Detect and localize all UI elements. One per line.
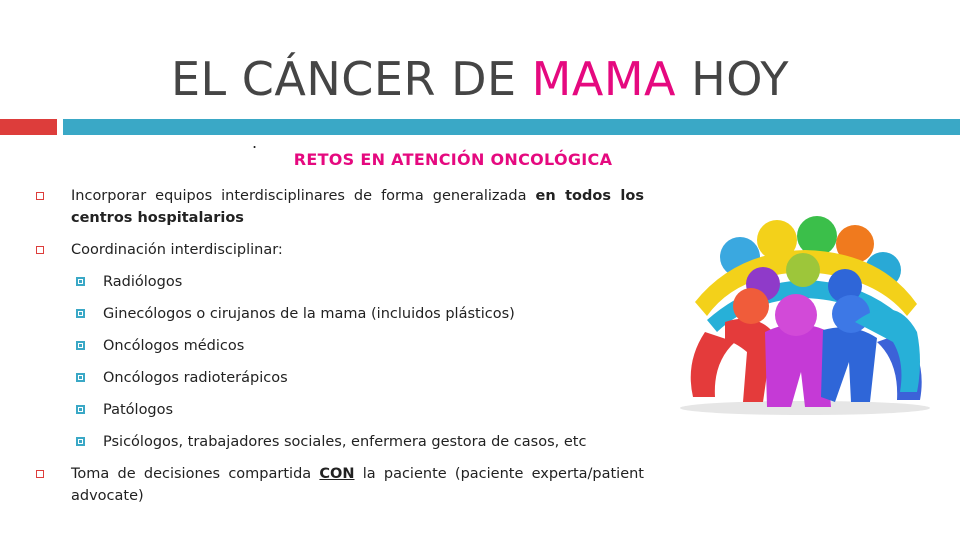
square-bullet-icon xyxy=(36,246,44,254)
sub-item-text: Patólogos xyxy=(103,402,174,418)
stray-dot: . xyxy=(252,133,258,152)
sub-item xyxy=(36,399,644,421)
header-bar-red xyxy=(0,119,57,135)
bullet-item-1 xyxy=(36,185,644,229)
sub-item xyxy=(36,367,644,389)
sub-item-text: Oncólogos radioterápicos xyxy=(103,370,288,386)
filled-square-bullet-icon xyxy=(76,341,85,350)
filled-square-bullet-icon xyxy=(76,405,85,414)
sub-item-text: Psicólogos, trabajadores sociales, enfermera gestora de casos, etc xyxy=(103,434,587,450)
filled-square-bullet-icon xyxy=(76,373,85,382)
clay-figures-circle-icon xyxy=(655,212,955,417)
bullet-item-3 xyxy=(36,463,644,507)
bullet-2-text: Coordinación interdisciplinar: xyxy=(71,242,283,258)
filled-square-bullet-icon xyxy=(76,309,85,318)
sub-item-text: Radiólogos xyxy=(103,274,183,290)
bullet-1-bold: en todos los centros hospitalarios xyxy=(71,188,644,226)
sub-item-text: Oncólogos médicos xyxy=(103,338,245,354)
sub-item xyxy=(36,335,644,357)
square-bullet-icon xyxy=(36,470,44,478)
bullet-3-underline: CON xyxy=(319,466,355,482)
slide-title xyxy=(0,52,960,106)
square-bullet-icon xyxy=(36,192,44,200)
bullet-list xyxy=(36,185,644,517)
bullet-3-text-a: Toma de decisiones compartida xyxy=(71,466,320,482)
slide-subtitle: RETOS EN ATENCIÓN ONCOLÓGICA xyxy=(293,150,613,169)
header-bar-blue xyxy=(63,119,960,135)
sub-item xyxy=(36,303,644,325)
sub-item-text: Ginecólogos o cirujanos de la mama (incluidos plásticos) xyxy=(103,306,515,322)
sub-item xyxy=(36,431,644,453)
filled-square-bullet-icon xyxy=(76,437,85,446)
bullet-item-2 xyxy=(36,239,644,261)
bullet-1-text: Incorporar equipos interdisciplinares de forma generalizada xyxy=(71,188,536,204)
sub-item xyxy=(36,271,644,293)
title-accent: MAMA xyxy=(531,52,676,106)
bullet-3-text-b: la paciente (paciente experta/patient advocate) xyxy=(71,466,644,504)
title-part2: HOY xyxy=(675,52,789,106)
filled-square-bullet-icon xyxy=(76,277,85,286)
title-part1: EL CÁNCER DE xyxy=(170,52,532,106)
